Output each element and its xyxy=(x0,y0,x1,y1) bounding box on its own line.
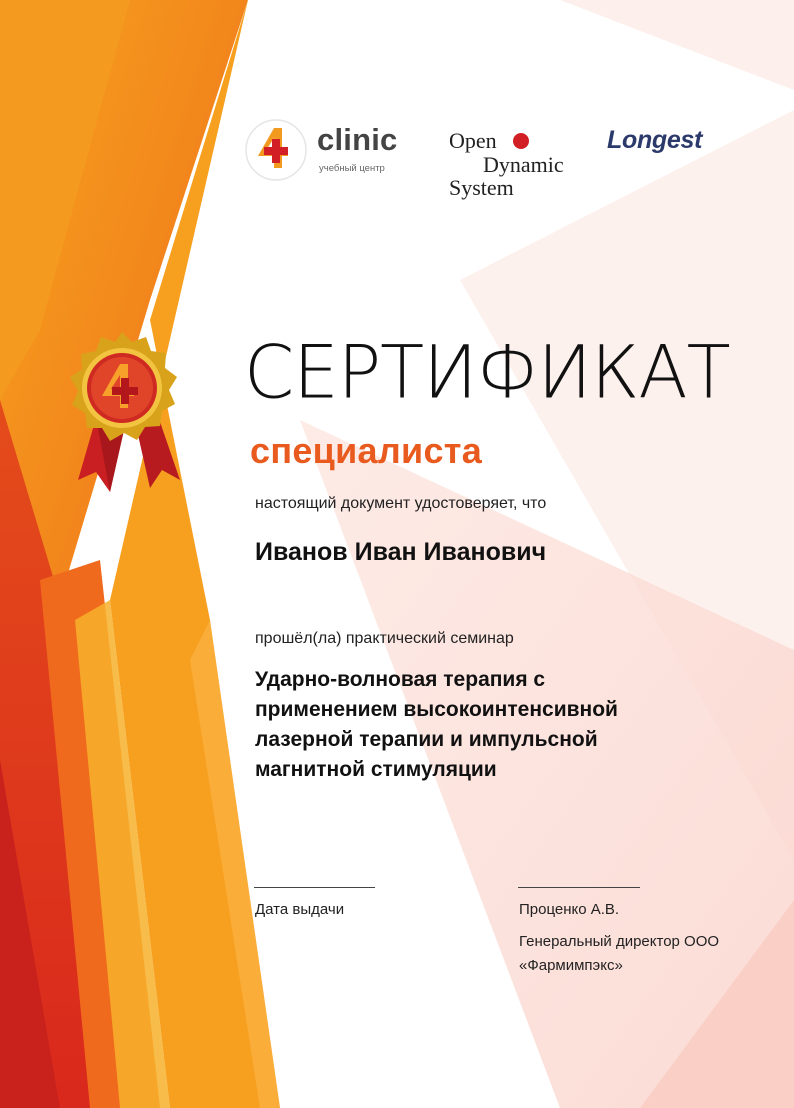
certificate-title: СЕРТИФИКАТ xyxy=(244,329,730,415)
signatory-position xyxy=(519,930,719,978)
signatory-name: Проценко А.В. xyxy=(519,901,620,918)
course-title xyxy=(255,665,675,785)
signatory-position-line: «Фармимпэкс» xyxy=(519,957,623,974)
intro-text: настоящий документ удостоверяет, что xyxy=(255,495,547,512)
course-title-line: магнитной стимуляции xyxy=(255,758,497,781)
issue-date-label: Дата выдачи xyxy=(255,901,345,918)
ods-logo-line1: Open xyxy=(449,128,497,153)
course-title-line: лазерной терапии и импульсной xyxy=(255,728,598,751)
recipient-name: Иванов Иван Иванович xyxy=(255,538,547,566)
award-medal-icon xyxy=(58,330,188,500)
clinic-logo-subtitle: учебный центр xyxy=(319,163,385,174)
ods-logo-line2: Dynamic xyxy=(483,152,564,177)
clinic-logo-icon xyxy=(244,118,308,182)
course-title-line: Ударно-волновая терапия с xyxy=(255,668,546,691)
signatory-position-line: Генеральный директор ООО xyxy=(519,933,720,950)
passed-text: прошёл(ла) практический семинар xyxy=(255,630,514,647)
certificate-subtitle: специалиста xyxy=(250,430,483,471)
date-signature-line xyxy=(254,887,375,888)
ods-logo-line3: System xyxy=(449,175,514,200)
director-signature-line xyxy=(518,887,640,888)
longest-logo: Longest xyxy=(607,126,703,154)
clinic-logo-text: clinic xyxy=(317,122,398,157)
ods-logo-dot-icon xyxy=(513,133,529,149)
course-title-line: применением высокоинтенсивной xyxy=(255,698,618,721)
